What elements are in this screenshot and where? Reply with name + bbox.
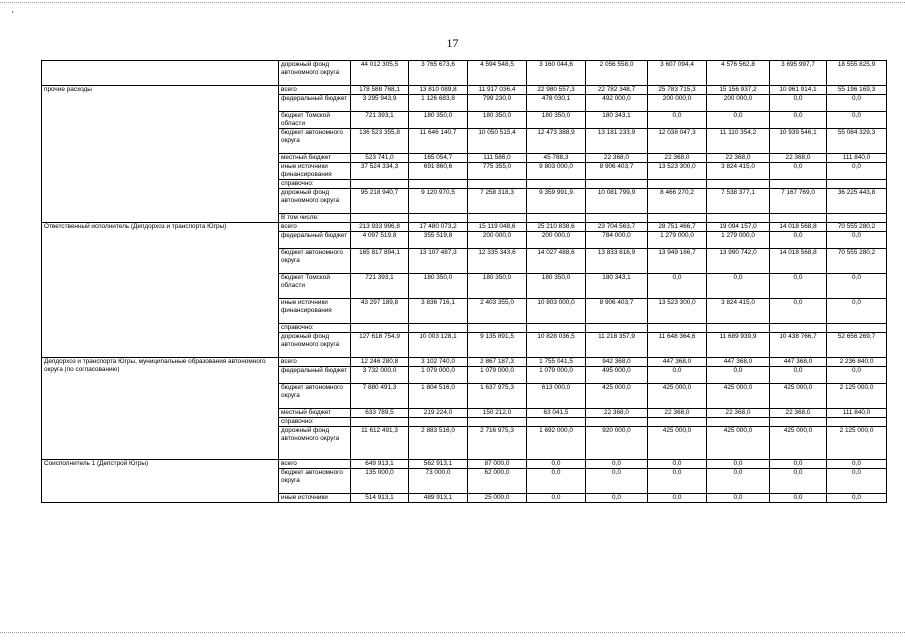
amount-cell: 425 000,0	[707, 384, 770, 409]
amount-cell: 8 906 403,7	[586, 163, 648, 180]
amount-cell: 0,0	[707, 367, 770, 384]
amount-cell: 70 555 280,2	[827, 223, 887, 232]
amount-cell: 1 126 683,8	[409, 95, 468, 112]
amount-cell: 784 000,0	[586, 232, 648, 249]
amount-cell: 52 656 269,7	[827, 333, 887, 358]
amount-cell: 127 618 754,9	[351, 333, 409, 358]
amount-cell: 0,0	[586, 469, 648, 494]
amount-cell: 523 741,0	[351, 154, 409, 163]
amount-cell: 43 297 189,8	[351, 299, 409, 324]
amount-cell: 219 224,0	[409, 409, 468, 418]
amount-cell: 111 840,0	[827, 409, 887, 418]
top-scan-border	[0, 2, 905, 3]
responsible-executor-cell: Ответственный исполнитель (Депдорхоз и транспорта Югры)	[42, 223, 279, 358]
amount-cell: 0,0	[827, 494, 887, 503]
amount-cell: 13 181 233,9	[586, 129, 648, 154]
amount-cell: 4 576 562,8	[707, 61, 770, 86]
responsible-executor-cell: Депдорхоз и транспорта Югры, муниципальные образования автономного округа (по согласованию)	[42, 358, 279, 460]
amount-cell: 10 438 766,7	[770, 333, 827, 358]
amount-cell: 11 218 357,9	[586, 333, 648, 358]
amount-cell: 799 230,0	[468, 95, 527, 112]
amount-cell: 22 368,0	[586, 409, 648, 418]
funding-source-cell: всего	[279, 358, 351, 367]
amount-cell: 562 913,1	[409, 460, 468, 469]
funding-source-cell: всего	[279, 223, 351, 232]
amount-cell: 0,0	[527, 460, 586, 469]
amount-cell: 1 079 000,0	[468, 367, 527, 384]
funding-source-cell: бюджет Томской области	[279, 112, 351, 129]
amount-cell: 180 343,1	[586, 274, 648, 299]
amount-cell	[770, 180, 827, 189]
amount-cell: 55 084 329,3	[827, 129, 887, 154]
responsible-executor-cell: Соисполнитель 1 (Депстрой Югры)	[42, 460, 279, 503]
amount-cell: 0,0	[827, 95, 887, 112]
funding-source-cell: всего	[279, 86, 351, 95]
amount-cell	[827, 180, 887, 189]
amount-cell: 0,0	[827, 460, 887, 469]
amount-cell: 2 883 516,0	[409, 427, 468, 460]
amount-cell: 0,0	[827, 232, 887, 249]
funding-source-cell: федеральный бюджет	[279, 367, 351, 384]
amount-cell	[527, 214, 586, 223]
amount-cell: 11 646 140,7	[409, 129, 468, 154]
amount-cell: 25 000,0	[468, 494, 527, 503]
amount-cell	[770, 214, 827, 223]
amount-cell: 425 000,0	[707, 427, 770, 460]
amount-cell	[648, 418, 707, 427]
amount-cell: 7 167 769,0	[770, 189, 827, 214]
amount-cell: 0,0	[770, 112, 827, 129]
funding-source-cell: справочно:	[279, 418, 351, 427]
amount-cell	[409, 324, 468, 333]
amount-cell: 63 041,5	[527, 409, 586, 418]
amount-cell: 0,0	[827, 469, 887, 494]
amount-cell: 514 913,1	[351, 494, 409, 503]
amount-cell: 492 000,0	[586, 95, 648, 112]
amount-cell: 0,0	[827, 367, 887, 384]
amount-cell: 0,0	[527, 469, 586, 494]
amount-cell: 0,0	[707, 112, 770, 129]
table-row	[42, 61, 887, 86]
amount-cell: 178 588 768,1	[351, 86, 409, 95]
funding-source-cell: бюджет автономного округа	[279, 469, 351, 494]
amount-cell: 0,0	[827, 112, 887, 129]
amount-cell: 1 079 000,0	[527, 367, 586, 384]
amount-cell: 180 350,0	[409, 112, 468, 129]
amount-cell: 9 135 891,5	[468, 333, 527, 358]
amount-cell: 10 961 914,1	[770, 86, 827, 95]
amount-cell: 0,0	[707, 469, 770, 494]
amount-cell	[409, 214, 468, 223]
amount-cell: 9 359 991,9	[527, 189, 586, 214]
table-row	[42, 358, 887, 367]
amount-cell	[827, 214, 887, 223]
amount-cell: 10 081 799,9	[586, 189, 648, 214]
amount-cell: 45 788,3	[527, 154, 586, 163]
funding-source-cell: дорожный фонд автономного округа	[279, 333, 351, 358]
amount-cell: 10 003 128,1	[409, 333, 468, 358]
amount-cell: 425 000,0	[648, 384, 707, 409]
table-row	[42, 86, 887, 95]
amount-cell: 1 079 000,0	[409, 367, 468, 384]
funding-source-cell	[351, 214, 409, 223]
amount-cell: 9 803 000,0	[527, 163, 586, 180]
budget-table-body	[42, 61, 887, 503]
amount-cell: 200 000,0	[527, 232, 586, 249]
amount-cell: 425 000,0	[770, 427, 827, 460]
amount-cell: 425 000,0	[770, 384, 827, 409]
amount-cell: 0,0	[648, 367, 707, 384]
table-row	[42, 460, 887, 469]
page-number: 17	[446, 36, 459, 50]
amount-cell: 22 980 557,3	[527, 86, 586, 95]
amount-cell: 355 519,8	[409, 232, 468, 249]
amount-cell: 2 403 355,0	[468, 299, 527, 324]
amount-cell: 136 523 355,8	[351, 129, 409, 154]
amount-cell: 12 473 388,9	[527, 129, 586, 154]
amount-cell	[827, 418, 887, 427]
amount-cell: 13 990 742,0	[707, 249, 770, 274]
amount-cell: 11 917 036,4	[468, 86, 527, 95]
amount-cell: 478 030,1	[527, 95, 586, 112]
amount-cell: 8 906 403,7	[586, 299, 648, 324]
amount-cell	[409, 180, 468, 189]
amount-cell: 691 860,6	[409, 163, 468, 180]
amount-cell	[586, 214, 648, 223]
amount-cell: 0,0	[770, 469, 827, 494]
amount-cell: 1 804 516,0	[409, 384, 468, 409]
amount-cell: 775 355,0	[468, 163, 527, 180]
funding-source-cell: дорожный фонд автономного округа	[279, 61, 351, 86]
amount-cell: 15 156 937,2	[707, 86, 770, 95]
amount-cell: 0,0	[770, 274, 827, 299]
amount-cell: 2 236 840,0	[827, 358, 887, 367]
amount-cell: 87 000,0	[468, 460, 527, 469]
amount-cell: 0,0	[770, 163, 827, 180]
amount-cell: 3 295 943,9	[351, 95, 409, 112]
amount-cell	[468, 180, 527, 189]
amount-cell: 613 000,0	[527, 384, 586, 409]
amount-cell: 7 258 318,3	[468, 189, 527, 214]
amount-cell: 2 125 000,0	[827, 427, 887, 460]
amount-cell: 0,0	[827, 163, 887, 180]
amount-cell: 180 343,1	[586, 112, 648, 129]
amount-cell: 1 637 975,3	[468, 384, 527, 409]
amount-cell: 0,0	[770, 299, 827, 324]
amount-cell: 180 350,0	[409, 274, 468, 299]
amount-cell	[707, 418, 770, 427]
amount-cell: 0,0	[527, 494, 586, 503]
amount-cell: 942 368,0	[586, 358, 648, 367]
responsible-executor-cell	[42, 61, 279, 86]
amount-cell: 425 000,0	[648, 427, 707, 460]
amount-cell: 721 393,1	[351, 112, 409, 129]
amount-cell: 447 368,0	[707, 358, 770, 367]
funding-source-cell: справочно:	[279, 324, 351, 333]
amount-cell: 0,0	[707, 494, 770, 503]
funding-source-cell: бюджет автономного округа	[279, 384, 351, 409]
amount-cell	[648, 180, 707, 189]
funding-source-cell: бюджет автономного округа	[279, 129, 351, 154]
amount-cell: 200 000,0	[707, 95, 770, 112]
amount-cell: 10 939 546,1	[770, 129, 827, 154]
amount-cell: 135 000,0	[351, 469, 409, 494]
amount-cell	[351, 180, 409, 189]
amount-cell	[468, 214, 527, 223]
amount-cell: 23 704 563,7	[586, 223, 648, 232]
amount-cell: 44 012 305,5	[351, 61, 409, 86]
amount-cell: 721 393,1	[351, 274, 409, 299]
amount-cell: 649 913,1	[351, 460, 409, 469]
amount-cell	[409, 418, 468, 427]
amount-cell: 13 523 300,0	[648, 299, 707, 324]
amount-cell: 11 648 364,6	[648, 333, 707, 358]
amount-cell	[707, 324, 770, 333]
amount-cell: 10 803 000,0	[527, 299, 586, 324]
amount-cell: 22 368,0	[770, 154, 827, 163]
amount-cell	[648, 214, 707, 223]
amount-cell	[527, 324, 586, 333]
responsible-executor-cell: прочие расходы	[42, 86, 279, 223]
amount-cell: 13 523 300,0	[648, 163, 707, 180]
amount-cell: 12 335 343,6	[468, 249, 527, 274]
amount-cell	[586, 180, 648, 189]
amount-cell: 13 833 816,9	[586, 249, 648, 274]
amount-cell: 22 368,0	[648, 154, 707, 163]
amount-cell	[770, 324, 827, 333]
amount-cell: 0,0	[648, 460, 707, 469]
amount-cell: 3 732 000,0	[351, 367, 409, 384]
amount-cell: 11 110 354,2	[707, 129, 770, 154]
amount-cell: 0,0	[770, 460, 827, 469]
amount-cell: 62 000,0	[468, 469, 527, 494]
amount-cell: 3 824 415,0	[707, 299, 770, 324]
amount-cell: 11 612 491,3	[351, 427, 409, 460]
amount-cell: 3 607 094,4	[648, 61, 707, 86]
amount-cell: 180 350,0	[468, 274, 527, 299]
funding-source-cell: бюджет автономного округа	[279, 249, 351, 274]
amount-cell: 111 840,0	[827, 154, 887, 163]
amount-cell: 3 102 740,0	[409, 358, 468, 367]
amount-cell: 14 018 568,8	[770, 223, 827, 232]
amount-cell: 3 836 716,1	[409, 299, 468, 324]
funding-source-cell: местный бюджет	[279, 409, 351, 418]
amount-cell: 13 949 166,7	[648, 249, 707, 274]
funding-source-cell: бюджет Томской области	[279, 274, 351, 299]
funding-source-cell: иные источники финансирования	[279, 163, 351, 180]
amount-cell: 165 054,7	[409, 154, 468, 163]
amount-cell	[648, 324, 707, 333]
amount-cell: 200 000,0	[648, 95, 707, 112]
amount-cell: 11 689 939,9	[707, 333, 770, 358]
amount-cell: 1 692 000,0	[527, 427, 586, 460]
amount-cell: 4 097 519,8	[351, 232, 409, 249]
amount-cell: 495 000,0	[586, 367, 648, 384]
amount-cell: 3 160 044,6	[527, 61, 586, 86]
amount-cell: 150 212,0	[468, 409, 527, 418]
amount-cell: 10 828 036,5	[527, 333, 586, 358]
amount-cell	[468, 418, 527, 427]
amount-cell: 0,0	[586, 460, 648, 469]
amount-cell: 15 119 048,6	[468, 223, 527, 232]
amount-cell: 19 094 157,0	[707, 223, 770, 232]
amount-cell: 489 913,1	[409, 494, 468, 503]
corner-mark: '	[12, 10, 14, 19]
amount-cell: 0,0	[827, 299, 887, 324]
amount-cell: 3 765 673,6	[409, 61, 468, 86]
amount-cell: 22 368,0	[707, 154, 770, 163]
amount-cell: 28 751 466,7	[648, 223, 707, 232]
amount-cell: 55 196 169,3	[827, 86, 887, 95]
funding-source-cell: местный бюджет	[279, 154, 351, 163]
amount-cell	[468, 324, 527, 333]
amount-cell: 12 038 047,3	[648, 129, 707, 154]
funding-source-cell: федеральный бюджет	[279, 95, 351, 112]
amount-cell	[770, 418, 827, 427]
amount-cell: 0,0	[586, 494, 648, 503]
responsible-executor-cell: В том числе:	[279, 214, 351, 223]
amount-cell: 22 368,0	[707, 409, 770, 418]
amount-cell	[707, 214, 770, 223]
amount-cell: 2 867 187,3	[468, 358, 527, 367]
amount-cell: 0,0	[770, 232, 827, 249]
amount-cell: 3 695 997,7	[770, 61, 827, 86]
amount-cell: 12 246 280,8	[351, 358, 409, 367]
amount-cell: 4 594 548,5	[468, 61, 527, 86]
amount-cell: 0,0	[707, 460, 770, 469]
amount-cell: 18 555 825,9	[827, 61, 887, 86]
amount-cell: 0,0	[827, 274, 887, 299]
funding-source-cell: иные источники	[279, 494, 351, 503]
amount-cell: 3 824 415,0	[707, 163, 770, 180]
amount-cell	[527, 180, 586, 189]
amount-cell: 447 368,0	[648, 358, 707, 367]
amount-cell: 180 350,0	[527, 274, 586, 299]
amount-cell: 25 783 715,3	[648, 86, 707, 95]
amount-cell: 22 368,0	[770, 409, 827, 418]
funding-source-cell: федеральный бюджет	[279, 232, 351, 249]
amount-cell: 13 810 089,8	[409, 86, 468, 95]
amount-cell: 14 018 568,8	[770, 249, 827, 274]
amount-cell: 633 789,5	[351, 409, 409, 418]
amount-cell: 1 279 000,0	[707, 232, 770, 249]
amount-cell: 22 368,0	[586, 154, 648, 163]
amount-cell	[351, 324, 409, 333]
amount-cell: 25 210 838,6	[527, 223, 586, 232]
funding-source-cell: дорожный фонд автономного округа	[279, 189, 351, 214]
amount-cell: 36 225 443,8	[827, 189, 887, 214]
amount-cell: 111 586,0	[468, 154, 527, 163]
amount-cell: 0,0	[707, 274, 770, 299]
amount-cell: 2 716 975,3	[468, 427, 527, 460]
amount-cell: 165 817 894,1	[351, 249, 409, 274]
amount-cell: 70 555 280,2	[827, 249, 887, 274]
amount-cell: 180 350,0	[527, 112, 586, 129]
amount-cell	[586, 324, 648, 333]
amount-cell	[527, 418, 586, 427]
amount-cell: 920 000,0	[586, 427, 648, 460]
amount-cell: 0,0	[648, 494, 707, 503]
amount-cell: 22 782 348,7	[586, 86, 648, 95]
amount-cell: 0,0	[648, 112, 707, 129]
funding-source-cell: справочно:	[279, 180, 351, 189]
amount-cell: 95 218 940,7	[351, 189, 409, 214]
amount-cell: 213 933 996,8	[351, 223, 409, 232]
amount-cell	[351, 418, 409, 427]
amount-cell: 2 056 558,0	[586, 61, 648, 86]
amount-cell: 14 027 488,6	[527, 249, 586, 274]
amount-cell: 425 000,0	[586, 384, 648, 409]
amount-cell: 0,0	[648, 469, 707, 494]
table-row	[42, 223, 887, 232]
amount-cell: 7 880 491,3	[351, 384, 409, 409]
amount-cell: 180 350,0	[468, 112, 527, 129]
amount-cell: 0,0	[648, 274, 707, 299]
amount-cell	[586, 418, 648, 427]
amount-cell: 1 755 041,5	[527, 358, 586, 367]
amount-cell: 8 466 270,2	[648, 189, 707, 214]
amount-cell: 0,0	[770, 367, 827, 384]
amount-cell: 17 480 073,2	[409, 223, 468, 232]
amount-cell: 2 125 000,0	[827, 384, 887, 409]
amount-cell: 447 368,0	[770, 358, 827, 367]
amount-cell	[707, 180, 770, 189]
budget-table	[41, 60, 887, 503]
funding-source-cell: иные источники финансирования	[279, 299, 351, 324]
funding-source-cell: дорожный фонд автономного округа	[279, 427, 351, 460]
amount-cell: 73 000,0	[409, 469, 468, 494]
bottom-scan-border	[0, 632, 905, 633]
funding-source-cell: всего	[279, 460, 351, 469]
amount-cell: 1 279 000,0	[648, 232, 707, 249]
amount-cell: 13 107 487,3	[409, 249, 468, 274]
amount-cell: 10 050 515,4	[468, 129, 527, 154]
amount-cell: 0,0	[770, 95, 827, 112]
amount-cell: 7 538 377,1	[707, 189, 770, 214]
amount-cell: 200 000,0	[468, 232, 527, 249]
amount-cell: 37 524 334,3	[351, 163, 409, 180]
amount-cell: 0,0	[770, 494, 827, 503]
amount-cell: 22 368,0	[648, 409, 707, 418]
amount-cell	[827, 324, 887, 333]
amount-cell: 9 120 970,5	[409, 189, 468, 214]
